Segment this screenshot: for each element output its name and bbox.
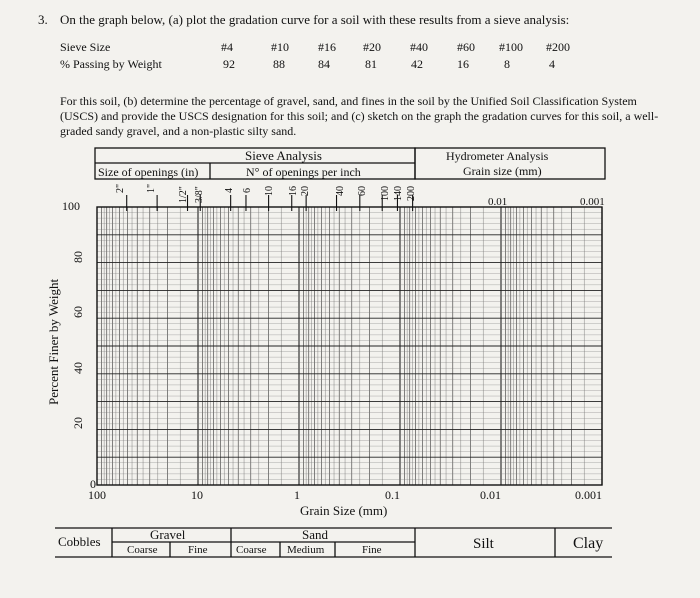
sieve-col: #100 <box>499 40 523 54</box>
clay-label: Clay <box>573 535 604 552</box>
passing-value: 42 <box>411 57 423 71</box>
inch-tick-label: 1/2" <box>178 186 189 203</box>
sand-coarse-label: Coarse <box>236 544 267 556</box>
silt-label: Silt <box>473 536 494 552</box>
sieve-col: #20 <box>363 40 381 54</box>
x-tick-label: 100 <box>88 488 106 502</box>
sieve-tick-label: 4 <box>224 188 235 193</box>
sieve-tick-label: 200 <box>406 186 417 201</box>
passing-value: 4 <box>549 57 555 71</box>
sieve-col: #4 <box>221 40 233 54</box>
x-tick-label: 0.001 <box>575 488 602 502</box>
sieve-col: #40 <box>410 40 428 54</box>
y-tick-label: 80 <box>71 251 85 263</box>
sieve-size-label: Sieve Size <box>60 40 111 54</box>
passing-value: 81 <box>365 57 377 71</box>
sieve-tick-label: 10 <box>264 186 275 196</box>
openings-per-inch-label: N° of openings per inch <box>246 165 361 179</box>
sieve-analysis-heading: Sieve Analysis <box>245 148 322 163</box>
sand-medium-label: Medium <box>287 544 325 556</box>
question-prompt: On the graph below, (a) plot the gradation curve for a soil with these results from a sieve analysis: <box>60 12 570 27</box>
sieve-tick-label: 60 <box>357 186 368 196</box>
x-tick-label: 1 <box>294 488 300 502</box>
size-of-openings-label: Size of openings (in) <box>98 165 199 179</box>
inch-tick-label: 1" <box>146 183 157 193</box>
sieve-tick-label: 20 <box>300 186 311 196</box>
gravel-coarse-label: Coarse <box>127 544 158 556</box>
sieve-col: #16 <box>318 40 336 54</box>
y-axis-label: Percent Finer by Weight <box>46 278 61 405</box>
cobbles-label: Cobbles <box>58 534 101 549</box>
hydrometer-heading: Hydrometer Analysis <box>446 149 549 163</box>
sieve-tick-label: 16 <box>288 186 299 196</box>
x-axis-label: Grain Size (mm) <box>300 503 388 518</box>
y-tick-label: 0 <box>90 477 96 491</box>
sieve-col: #10 <box>271 40 289 54</box>
y-tick-label: 100 <box>62 199 80 213</box>
inch-tick-label: 3/8" <box>194 186 205 203</box>
inch-tick-label: 2" <box>115 183 126 193</box>
y-tick-label: 60 <box>71 306 85 318</box>
y-tick-label: 40 <box>71 362 85 374</box>
instructions-paragraph: For this soil, (b) determine the percentage of gravel, sand, and fines in the soil by the Unified Soil Classification System (USCS) and provide the USCS designation for this soil; and (c) sketch on the graph the gradation curves for this soil, a well-graded sandy gravel, and a non-plastic silty sand. <box>60 94 659 138</box>
sieve-tick-label: 100 <box>380 186 391 201</box>
sand-fine-label: Fine <box>362 544 382 556</box>
grid-lines <box>97 195 602 485</box>
sieve-tick-label: 40 <box>335 186 346 196</box>
top-mm-label: 0.01 <box>488 196 508 208</box>
passing-value: 8 <box>504 57 510 71</box>
x-tick-label: 0.01 <box>480 488 501 502</box>
top-mm-label: 0.001 <box>580 196 605 208</box>
x-tick-label: 0.1 <box>385 488 400 502</box>
sieve-col: #60 <box>457 40 475 54</box>
passing-value: 16 <box>457 57 469 71</box>
sieve-col: #200 <box>546 40 570 54</box>
grain-size-mm-label: Grain size (mm) <box>463 164 542 178</box>
gravel-fine-label: Fine <box>188 544 208 556</box>
x-tick-label: 10 <box>191 488 203 502</box>
passing-value: 84 <box>318 57 330 71</box>
passing-value: 92 <box>223 57 235 71</box>
sieve-tick-label: 140 <box>393 186 404 201</box>
passing-value: 88 <box>273 57 285 71</box>
passing-label: % Passing by Weight <box>60 57 162 71</box>
gravel-label: Gravel <box>150 527 186 542</box>
sieve-tick-label: 6 <box>242 188 253 193</box>
sand-label: Sand <box>302 527 328 542</box>
y-tick-label: 20 <box>71 417 85 429</box>
question-number: 3. <box>38 12 48 27</box>
